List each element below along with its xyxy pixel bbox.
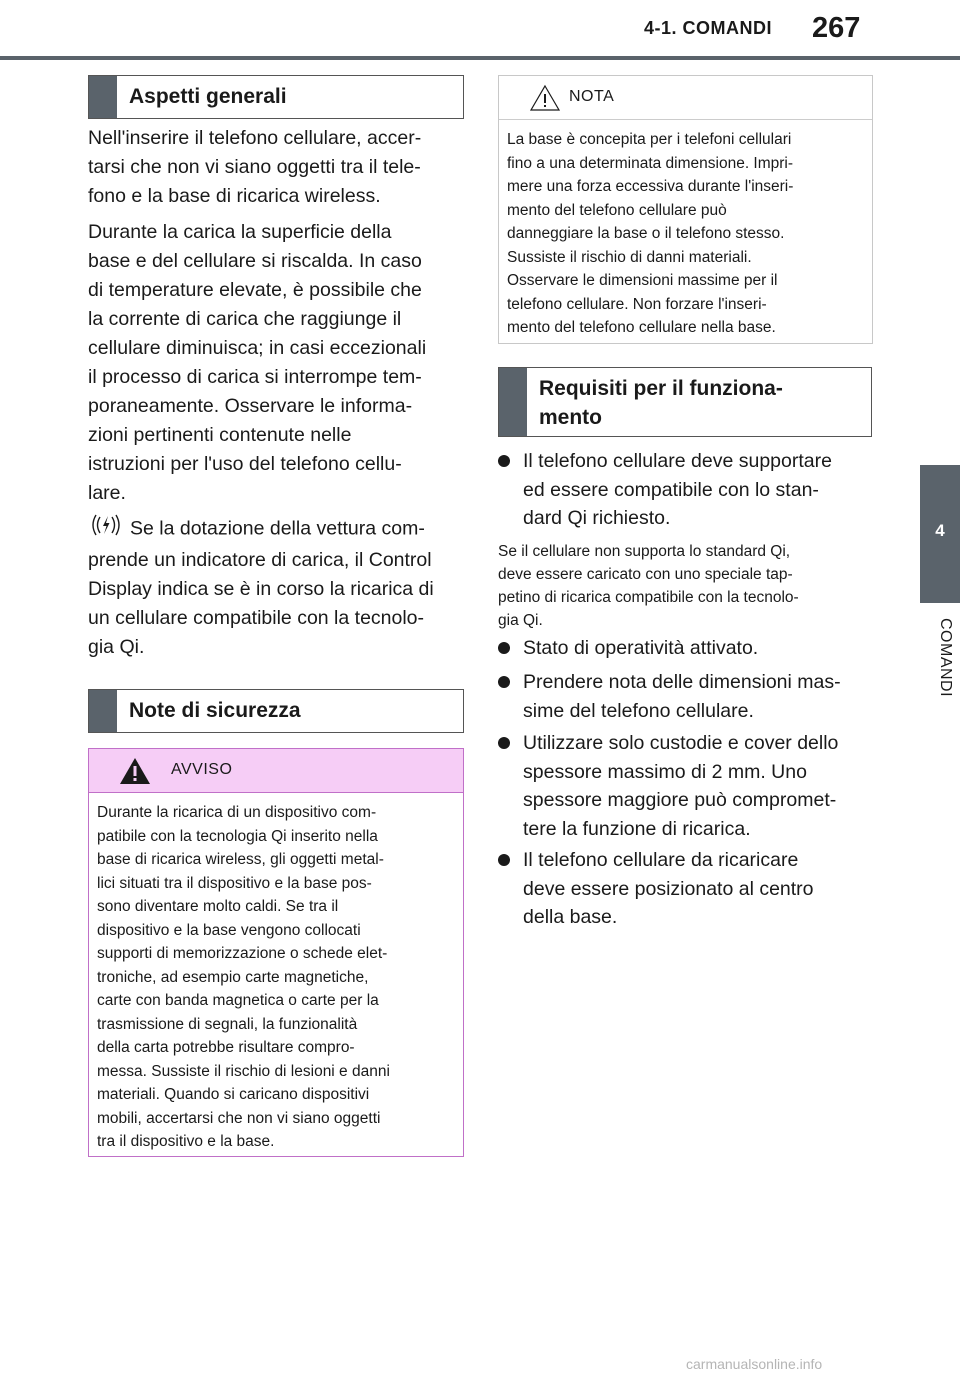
bullet-dot — [498, 854, 510, 866]
bullet-dot — [498, 455, 510, 467]
bullet-dot — [498, 676, 510, 688]
note-box-title: NOTA — [569, 88, 615, 105]
warning-box-title: AVVISO — [171, 761, 233, 778]
section-heading-requirements — [498, 367, 872, 437]
bullet-text: Prendere nota delle dimensioni mas- sime del telefono cellulare. — [523, 671, 841, 722]
paragraph-insert-phone: Nell'inserire il telefono cellulare, accer- tarsi che non vi siano oggetti tra il tele- fono e la base di ricarica wireless. — [88, 127, 422, 207]
charge-indicator-text: Se la dotazione della vettura com- prende un indicatore di carica, il Control Display indica se è in corso la ricarica di un cellulare compatibile con la tecnolo- gia Qi. — [88, 517, 434, 658]
heading-text: Aspetti generali — [129, 85, 287, 108]
side-tab-number: 4 — [935, 521, 945, 540]
side-tab — [920, 465, 960, 603]
bullet-item — [498, 668, 878, 728]
section-heading-general — [88, 75, 464, 119]
heading-bar — [89, 690, 117, 732]
note-box-text: La base è concepita per i telefoni cellulari fino a una determinata dimensione. Impri- mere una forza eccessiva durante l'inseri- mento del telefono cellulare può danneggiare la base o il telefono stesso. Sussiste il rischio di danni materiali. Osservare le dimensioni massime per il telefono cellulare. Non forzare l'inseri- mento del telefono cellulare nella base. — [507, 131, 794, 336]
heading-text: Note di sicurezza — [129, 699, 301, 722]
side-tab-label: COMANDI — [937, 618, 954, 698]
heading-bar — [499, 368, 527, 436]
paragraph-charge-indicator — [88, 513, 468, 662]
bullet-dot — [498, 642, 510, 654]
bullet-item — [498, 846, 878, 936]
warning-box-text: Durante la ricarica di un dispositivo com- patibile con la tecnologia Qi inserito nella base di ricarica wireless, gli oggetti metal- lici situati tra il dispositivo e la base pos- sono diventare molto caldi. Se tra il dispositivo e la base vengono collocati supporti di memorizzazione o schede elet- troniche, ad esempio carte magnetiche, carte con banda magnetica o carte per la trasmissione di segnali, la funzionalità della carta potrebbe risultare compro- messa. Sussiste il rischio di lesioni e danni materiali. Quando si caricano dispositivi mobili, accertarsi che non vi siano oggetti tra il dispositivo e la base. — [97, 804, 390, 1150]
bullet-dot — [498, 737, 510, 749]
heading-bar — [89, 76, 117, 118]
note-box-header — [499, 76, 872, 120]
chapter-title: 4-1. COMANDI — [644, 18, 773, 38]
header-divider — [0, 56, 960, 60]
note-box — [498, 75, 873, 344]
section-heading-safety — [88, 689, 464, 733]
bullet-item — [498, 634, 878, 664]
bullet-text: Il telefono cellulare da ricaricare deve essere posizionato al centro della base. — [523, 849, 814, 928]
bullet-text: Stato di operatività attivato. — [523, 637, 759, 659]
wireless-charging-icon — [88, 513, 124, 546]
bullet-text: Il telefono cellulare deve supportare ed essere compatibile con lo stan- dard Qi richiesto. — [523, 450, 832, 529]
paragraph-heating: Durante la carica la superficie della base e del cellulare si riscalda. In caso di temperature elevate, è possibile che la corrente di carica che raggiunge il cellulare diminuisca; in casi eccezionali il processo di carica si interrompe tem- poraneamente. Osservare le informa- zioni pertinenti contenute nelle istruzioni per l'uso del telefono cellu- lare. — [88, 221, 427, 504]
caution-triangle-icon — [529, 84, 561, 117]
bullet-item — [498, 729, 878, 845]
bullet-item — [498, 447, 878, 537]
heading-text: Requisiti per il funziona- mento — [539, 377, 783, 429]
warning-triangle-icon — [119, 757, 151, 790]
bullet-text: Utilizzare solo custodie e cover dello spessore massimo di 2 mm. Uno spessore maggiore può compromet- tere la funzione di ricarica. — [523, 732, 839, 840]
warning-box — [88, 748, 464, 1157]
watermark: carmanualsonline.info — [686, 1356, 823, 1372]
page-number: 267 — [812, 12, 861, 44]
warning-box-header — [89, 749, 463, 793]
bullet-note: Se il cellulare non supporta lo standard Qi, deve essere caricato con uno speciale tap- petino di ricarica compatibile con la tecnolo- gia Qi. — [498, 543, 799, 629]
